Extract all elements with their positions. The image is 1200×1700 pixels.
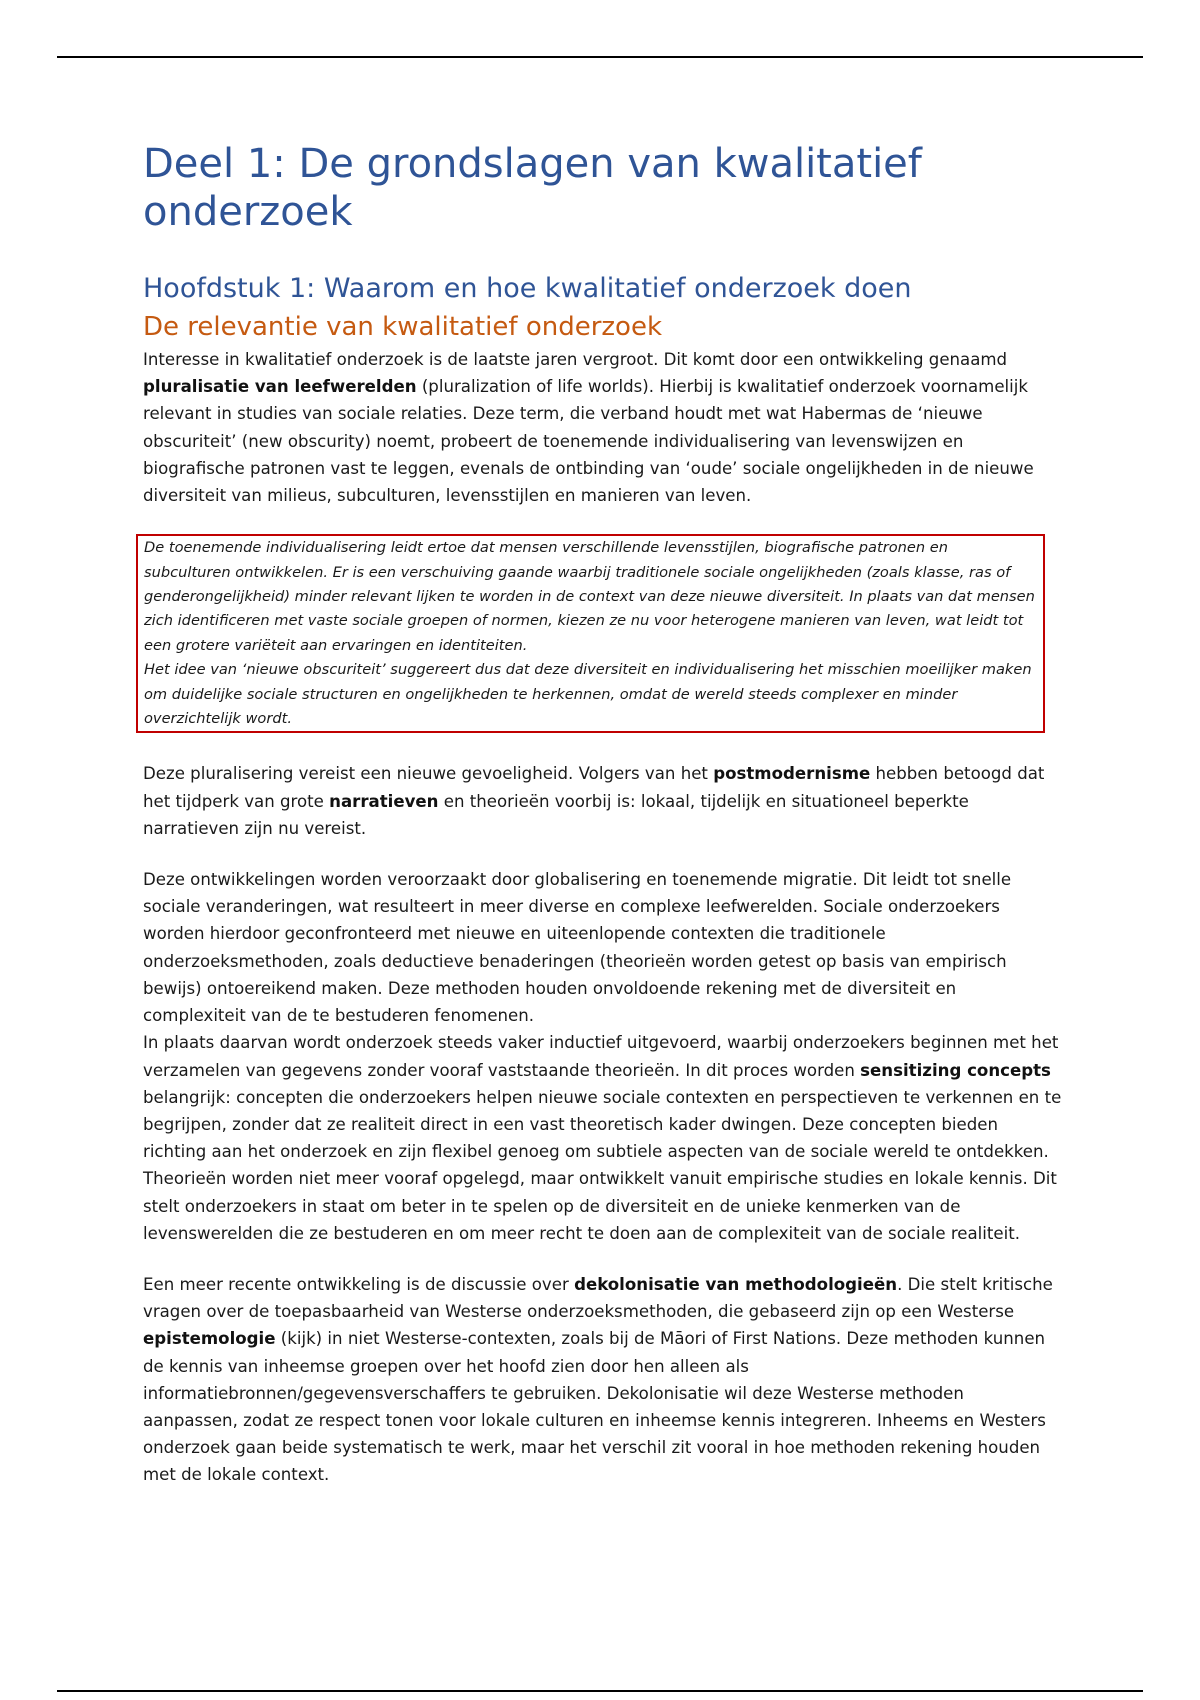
bold-term: postmodernisme [713, 764, 871, 784]
paragraph-postmodernisme [143, 760, 1063, 842]
footer-rule [57, 1690, 1143, 1692]
part-title: Deel 1: De grondslagen van kwalitatief onderzoek [143, 141, 922, 235]
paragraph-sensitizing-concepts [143, 1029, 1063, 1247]
bold-term: sensitizing concepts [860, 1060, 1051, 1080]
text-run: Een meer recente ontwikkeling is de discussie over [143, 1274, 575, 1294]
chapter-heading: Hoofdstuk 1: Waarom en hoe kwalitatief onderzoek doen [143, 273, 912, 304]
paragraph-globalisering [143, 866, 1063, 1029]
note-paragraph-individualisering: De toenemende individualisering leidt ertoe dat mensen verschillende levensstijlen, biografische patronen en subculturen ontwikkelen. Er is een verschuiving gaande waarbij traditionele sociale ongelijkheden (zoals klasse, ras of genderongelijkheid) minder relevant lijken te worden in de context van deze nieuwe diversiteit. In plaats van dat mensen zich identificeren met vaste sociale groepen of normen, kiezen ze nu voor heterogene manieren van leven, wat leidt tot een grotere variëteit aan ervaringen en identiteiten. [144, 539, 1035, 654]
text-run: Interesse in kwalitatief onderzoek is de laatste jaren vergroot. Dit komt door een ontwikkeling genaamd [143, 350, 1008, 369]
text-run: In plaats daarvan wordt onderzoek steeds vaker inductief uitgevoerd, waarbij onderzoekers beginnen met het verzamelen van gegevens zonder vooraf vaststaande theorieën. In dit proces worden [143, 1033, 1059, 1080]
text-run: belangrijk: concepten die onderzoekers helpen nieuwe sociale contexten en perspectieven te verkennen en te begrijpen, zonder dat ze realiteit direct in een vast theoretisch kader dwingen. Deze concepten bieden richting aan het onderzoek en zijn flexibel genoeg om subtiele aspecten van de sociale wereld te ontdekken. Theorieën worden niet meer vooraf opgelegd, maar ontwikkelt vanuit empirische studies en lokale kennis. Dit stelt onderzoekers in staat om beter in te spelen op de diversiteit en de unieke kenmerken van de levenswerelden die ze bestuderen en om meer recht te doen aan de complexiteit van de sociale realiteit. [143, 1087, 1062, 1243]
paragraph-dekolonisatie [143, 1271, 1063, 1489]
bold-term: narratieven [329, 791, 439, 811]
text-run: Deze ontwikkelingen worden veroorzaakt door globalisering en toenemende migratie. Dit leidt tot snelle sociale veranderingen, wat resulteert in meer diverse en complexe leefwerelden. Sociale onderzoekers worden hierdoor geconfronteerd met nieuwe en uiteenlopende contexten die traditionele onderzoeksmethoden, zoals deductieve benaderingen (theorieën worden getest op basis van empirisch bewijs) ontoereikend maken. Deze methoden houden onvoldoende rekening met de diversiteit en complexiteit van de te bestuderen fenomenen. [143, 870, 1012, 1026]
document-body [143, 140, 1063, 1489]
bold-term: dekolonisatie van methodologieën [574, 1274, 898, 1294]
bold-term: pluralisatie van leefwerelden [143, 377, 417, 397]
text-run: (kijk) in niet Westerse-contexten, zoals bij de Māori of First Nations. Deze methoden kunnen de kennis van inheemse groepen over het hoofd zien door hen alleen als informatiebronnen/gegevensverschaffers te gebruiken. Dekolonisatie wil deze Westerse methoden aanpassen, zodat ze respect tonen voor lokale culturen en inheemse kennis integreren. Inheems en Westers onderzoek gaan beide systematisch te werk, maar het verschil zit vooral in hoe methoden rekening houden met de lokale context. [143, 1329, 1046, 1485]
text-run: hebben betoogd dat het tijdperk van grote [143, 764, 1045, 811]
text-run: en theorieën voorbij is: lokaal, tijdelijk en situationeel beperkte narratieven zijn nu vereist. [143, 791, 969, 838]
text-run: (pluralization of life worlds). Hierbij is kwalitatief onderzoek voornamelijk relevant in studies van sociale relaties. Deze term, die verband houdt met wat Habermas de ‘nieuwe obscuriteit’ (new obscurity) noemt, probeert de toenemende individualisering van levenswijzen en biografische patronen vast te leggen, evenals de ontbinding van ‘oude’ sociale ongelijkheden in de nieuwe diversiteit van milieus, subculturen, levensstijlen en manieren van leven. [143, 377, 1034, 506]
header-rule [57, 56, 1143, 58]
text-run: . Die stelt kritische vragen over de toepasbaarheid van Westerse onderzoeksmethoden, die gebaseerd zijn op een Westerse [143, 1274, 1053, 1322]
text-run: Deze pluralisering vereist een nieuwe gevoeligheid. Volgers van het [143, 764, 714, 784]
highlighted-note-box [136, 534, 1045, 733]
note-paragraph-obscuriteit: Het idee van ‘nieuwe obscuriteit’ suggereert dus dat deze diversiteit en individualisering het misschien moeilijker maken om duidelijke sociale structuren en ongelijkheden te herkennen, omdat de wereld steeds complexer en minder overzichtelijk wordt. [144, 661, 1032, 728]
bold-term: epistemologie [143, 1329, 276, 1349]
section-heading: De relevantie van kwalitatief onderzoek [143, 312, 662, 342]
paragraph-pluralisatie [143, 346, 1063, 509]
